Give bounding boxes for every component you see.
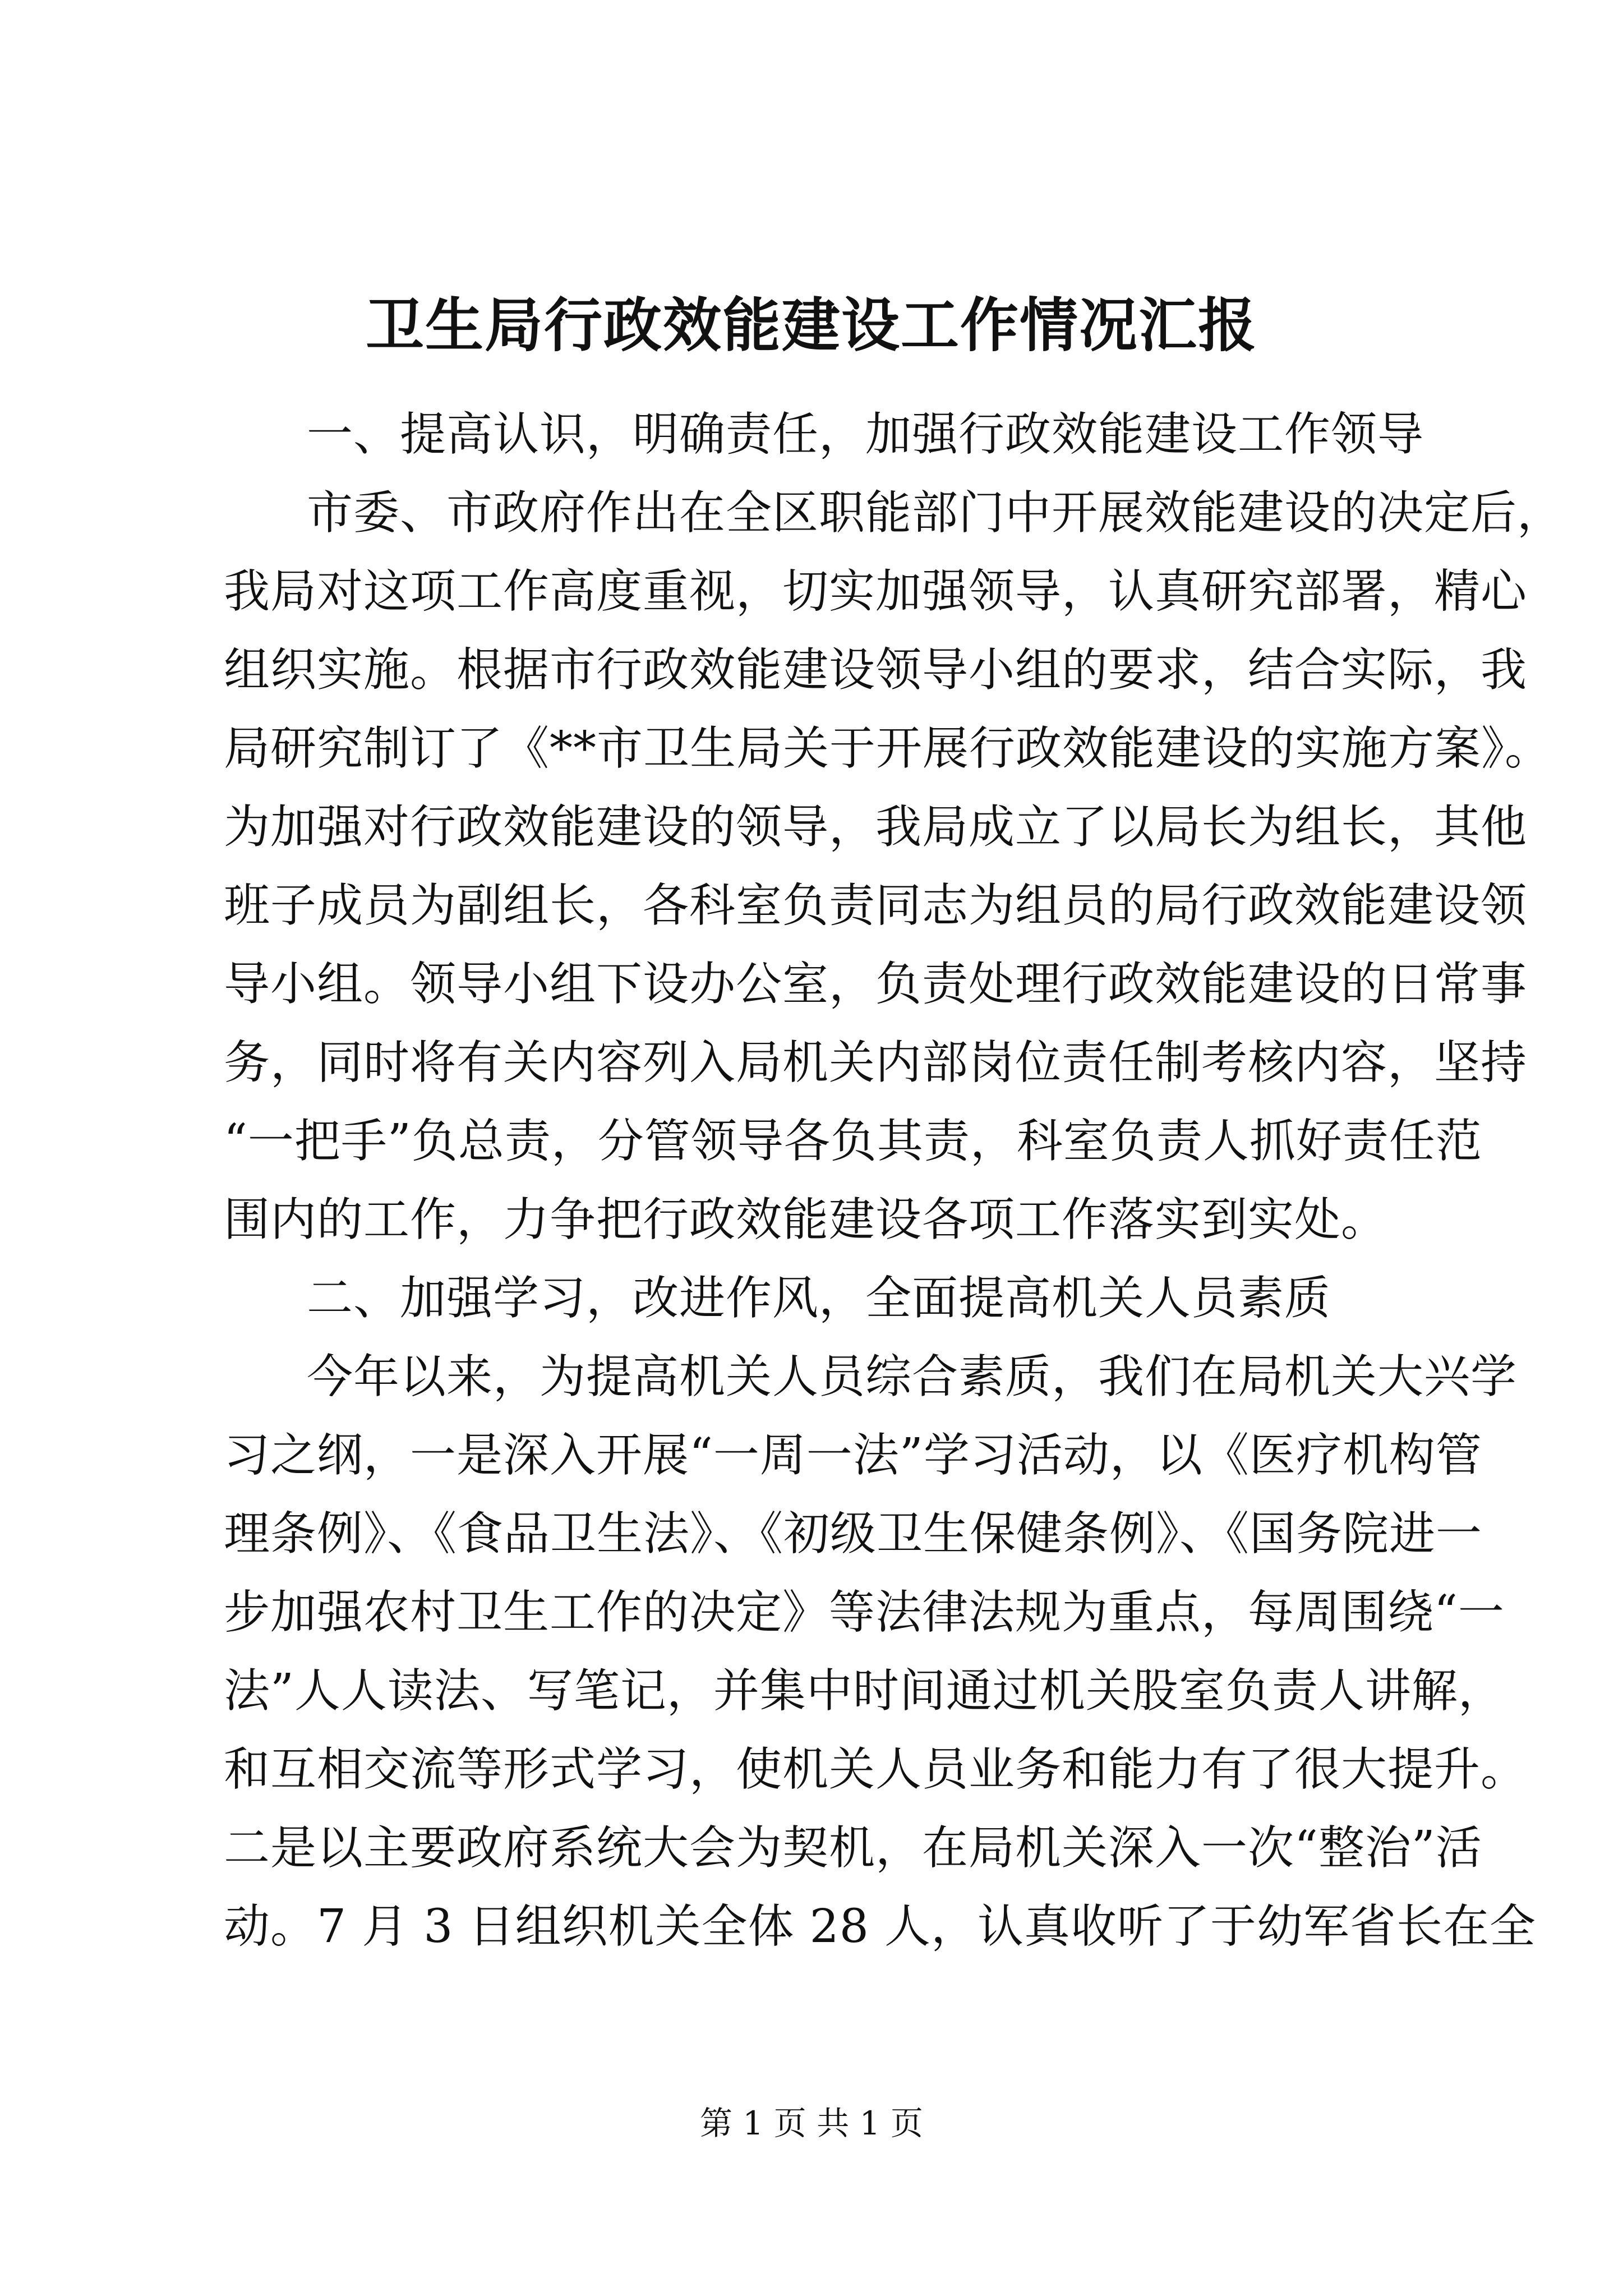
section-heading-2: 二、加强学习，改进作风，全面提高机关人员素质 [307,1272,1331,1325]
document-title: 卫生局行政效能建设工作情况汇报 [365,291,1257,360]
paragraph-line: 务，同时将有关内容列入局机关内部岗位责任制考核内容，坚持 [224,1036,1528,1089]
paragraph-line: 今年以来，为提高机关人员综合素质，我们在局机关大兴学 [307,1350,1518,1404]
page-number-footer: 第 1 页 共 1 页 [700,2104,923,2142]
paragraph-line: 组织实施。根据市行政效能建设领导小组的要求，结合实际，我 [224,643,1528,697]
paragraph-line: 导小组。领导小组下设办公室，负责处理行政效能建设的日常事 [224,958,1528,1011]
paragraph-line: 围内的工作，力争把行政效能建设各项工作落实到实处。 [224,1193,1388,1246]
paragraph-line: 法”人人读法、写笔记，并集中时间通过机关股室负责人讲解， [224,1664,1505,1718]
paragraph-line: 我局对这项工作高度重视，切实加强领导，认真研究部署，精心 [224,565,1528,618]
paragraph-line: 习之纲，一是深入开展“一周一法”学习活动，以《医疗机构管 [224,1429,1482,1482]
paragraph-line: 局研究制订了《**市卫生局关于开展行政效能建设的实施方案》。 [224,722,1552,775]
paragraph-line: 理条例》、《食品卫生法》、《初级卫生保健条例》、《国务院进一 [224,1507,1483,1561]
paragraph-line: 动。7 月 3 日组织机关全体 28 人，认真收听了于幼军省长在全 [224,1900,1537,1953]
paragraph-line: “一把手”负总责，分管领导各负其责，科室负责人抓好责任范 [224,1115,1482,1168]
paragraph-line: 和互相交流等形式学习，使机关人员业务和能力有了很大提升。 [224,1743,1528,1796]
paragraph-line: 市委、市政府作出在全区职能部门中开展效能建设的决定后， [307,486,1564,540]
paragraph-line: 二是以主要政府系统大会为契机，在局机关深入一次“整治”活 [224,1821,1482,1875]
paragraph-line: 步加强农村卫生工作的决定》等法律法规为重点，每周围绕“一 [224,1586,1505,1639]
paragraph-line: 为加强对行政效能建设的领导，我局成立了以局长为组长，其他 [224,800,1528,854]
section-heading-1: 一、提高认识，明确责任，加强行政效能建设工作领导 [307,408,1424,461]
paragraph-line: 班子成员为副组长，各科室负责同志为组员的局行政效能建设领 [224,879,1528,932]
